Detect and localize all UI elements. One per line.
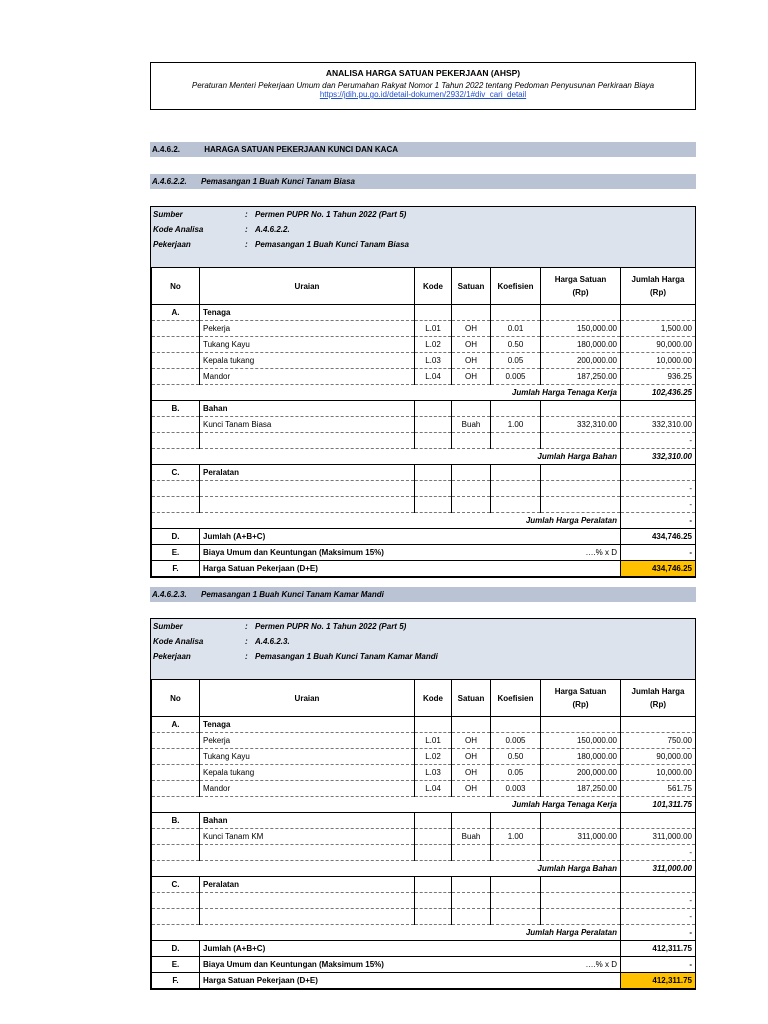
total-label: Biaya Umum dan Keuntungan (Maksimum 15%) bbox=[200, 957, 541, 973]
jumlah-harga-cell: 561.75 bbox=[621, 781, 696, 797]
pekerjaan-value: Pemasangan 1 Buah Kunci Tanam Kamar Mandi bbox=[255, 652, 438, 661]
table-row bbox=[152, 433, 696, 449]
total-row-d bbox=[152, 941, 696, 957]
subtotal-row-bahan bbox=[152, 861, 696, 877]
koefisien-cell: 0.003 bbox=[491, 781, 541, 797]
table-row bbox=[152, 749, 696, 765]
koefisien-cell: 1.00 bbox=[491, 829, 541, 845]
jumlah-harga-cell: - bbox=[621, 909, 696, 925]
group-row-tenaga bbox=[152, 717, 696, 733]
kode-cell: L.04 bbox=[415, 369, 452, 385]
document-title: ANALISA HARGA SATUAN PEKERJAAN (AHSP) bbox=[325, 68, 521, 78]
satuan-cell: OH bbox=[452, 749, 491, 765]
group-row-bahan bbox=[152, 401, 696, 417]
analysis-bar bbox=[150, 174, 696, 189]
satuan-cell: OH bbox=[452, 781, 491, 797]
jumlah-harga-cell: - bbox=[621, 497, 696, 513]
col-uraian: Uraian bbox=[200, 268, 415, 305]
group-letter: A. bbox=[152, 717, 200, 733]
koefisien-cell: 0.50 bbox=[491, 749, 541, 765]
colon: : bbox=[245, 225, 248, 234]
uraian-cell: Mandor bbox=[200, 781, 415, 797]
jumlah-harga-cell: 10,000.00 bbox=[621, 765, 696, 781]
col-no: No bbox=[152, 680, 200, 717]
total-letter: D. bbox=[152, 941, 200, 957]
koefisien-cell: 0.005 bbox=[491, 369, 541, 385]
uraian-cell: Kepala tukang bbox=[200, 353, 415, 369]
table-row bbox=[152, 321, 696, 337]
col-harga-satuan-label: Harga Satuan bbox=[554, 275, 607, 284]
pekerjaan-label: Pekerjaan bbox=[153, 652, 191, 661]
uraian-cell: Kunci Tanam Biasa bbox=[200, 417, 415, 433]
col-no: No bbox=[152, 268, 200, 305]
col-koefisien: Koefisien bbox=[491, 268, 541, 305]
jumlah-harga-cell: 750.00 bbox=[621, 733, 696, 749]
col-uraian: Uraian bbox=[200, 680, 415, 717]
group-letter: C. bbox=[152, 465, 200, 481]
table-row bbox=[152, 845, 696, 861]
harga-satuan-cell: 150,000.00 bbox=[541, 321, 621, 337]
ahsp-table bbox=[151, 267, 696, 577]
harga-satuan-cell: 187,250.00 bbox=[541, 369, 621, 385]
table-header-row bbox=[152, 268, 696, 305]
kode-analisa-value: A.4.6.2.2. bbox=[255, 225, 290, 234]
total-label: Jumlah (A+B+C) bbox=[200, 529, 621, 545]
group-letter: B. bbox=[152, 813, 200, 829]
no-cell bbox=[152, 733, 200, 749]
jumlah-harga-cell: - bbox=[621, 845, 696, 861]
total-letter: F. bbox=[152, 973, 200, 989]
col-harga-satuan-unit: (Rp) bbox=[572, 288, 589, 297]
table-row bbox=[152, 353, 696, 369]
table-row bbox=[152, 893, 696, 909]
harga-satuan-cell: 200,000.00 bbox=[541, 353, 621, 369]
total-value: - bbox=[621, 545, 696, 561]
col-jumlah-harga bbox=[621, 268, 696, 305]
group-row-peralatan bbox=[152, 877, 696, 893]
total-label: Biaya Umum dan Keuntungan (Maksimum 15%) bbox=[200, 545, 541, 561]
group-row-peralatan bbox=[152, 465, 696, 481]
no-cell bbox=[152, 765, 200, 781]
col-jumlah-harga-label: Jumlah Harga bbox=[631, 275, 685, 284]
table-row bbox=[152, 417, 696, 433]
pekerjaan-value: Pemasangan 1 Buah Kunci Tanam Biasa bbox=[255, 240, 409, 249]
table-row bbox=[152, 781, 696, 797]
jumlah-harga-cell: 90,000.00 bbox=[621, 749, 696, 765]
satuan-cell: OH bbox=[452, 369, 491, 385]
colon: : bbox=[245, 637, 248, 646]
col-harga-satuan bbox=[541, 268, 621, 305]
section-bar bbox=[150, 142, 696, 157]
section-title: HARAGA SATUAN PEKERJAAN KUNCI DAN KACA bbox=[204, 145, 399, 154]
jumlah-harga-cell: 10,000.00 bbox=[621, 353, 696, 369]
total-value: - bbox=[621, 957, 696, 973]
koefisien-cell: 0.05 bbox=[491, 353, 541, 369]
total-row-e bbox=[152, 545, 696, 561]
subtotal-row-tenaga bbox=[152, 797, 696, 813]
harga-satuan-cell: 180,000.00 bbox=[541, 749, 621, 765]
ahsp-table bbox=[151, 679, 696, 989]
analysis-bar bbox=[150, 587, 696, 602]
kode-cell: L.01 bbox=[415, 733, 452, 749]
colon: : bbox=[245, 240, 248, 249]
pekerjaan-label: Pekerjaan bbox=[153, 240, 191, 249]
subtotal-label: Jumlah Harga Peralatan bbox=[200, 925, 621, 941]
satuan-cell: OH bbox=[452, 765, 491, 781]
subtotal-value: - bbox=[621, 513, 696, 529]
grand-total-value: 412,311.75 bbox=[621, 973, 696, 989]
analysis-table-block bbox=[150, 618, 696, 990]
col-satuan: Satuan bbox=[452, 268, 491, 305]
colon: : bbox=[245, 622, 248, 631]
uraian-cell: Pekerja bbox=[200, 321, 415, 337]
satuan-cell: OH bbox=[452, 321, 491, 337]
satuan-cell: OH bbox=[452, 733, 491, 749]
formula-cell: ….% x D bbox=[541, 545, 621, 561]
colon: : bbox=[245, 652, 248, 661]
no-cell bbox=[152, 337, 200, 353]
koefisien-cell: 0.01 bbox=[491, 321, 541, 337]
col-koefisien: Koefisien bbox=[491, 680, 541, 717]
jumlah-harga-cell: 936.25 bbox=[621, 369, 696, 385]
uraian-cell: Tukang Kayu bbox=[200, 749, 415, 765]
table-row bbox=[152, 497, 696, 513]
no-cell bbox=[152, 321, 200, 337]
harga-satuan-cell: 150,000.00 bbox=[541, 733, 621, 749]
table-row bbox=[152, 733, 696, 749]
total-value: 412,311.75 bbox=[621, 941, 696, 957]
kode-cell: L.03 bbox=[415, 353, 452, 369]
subtotal-label: Jumlah Harga Bahan bbox=[200, 449, 621, 465]
kode-analisa-label: Kode Analisa bbox=[153, 225, 204, 234]
col-kode: Kode bbox=[415, 680, 452, 717]
kode-cell: L.02 bbox=[415, 337, 452, 353]
total-row-e bbox=[152, 957, 696, 973]
table-row bbox=[152, 829, 696, 845]
kode-cell: L.03 bbox=[415, 765, 452, 781]
koefisien-cell: 0.50 bbox=[491, 337, 541, 353]
analysis-code: A.4.6.2.3. bbox=[152, 590, 187, 599]
table-row bbox=[152, 337, 696, 353]
harga-satuan-cell: 180,000.00 bbox=[541, 337, 621, 353]
uraian-cell: Mandor bbox=[200, 369, 415, 385]
col-jumlah-harga bbox=[621, 680, 696, 717]
source-link[interactable]: https://jdih.pu.go.id/detail-dokumen/2932/1#div_cari_detail bbox=[319, 90, 527, 99]
group-row-bahan bbox=[152, 813, 696, 829]
kode-cell: L.01 bbox=[415, 321, 452, 337]
col-harga-satuan-unit: (Rp) bbox=[572, 700, 589, 709]
group-label: Tenaga bbox=[200, 717, 415, 733]
total-letter: E. bbox=[152, 957, 200, 973]
document-header bbox=[150, 62, 696, 110]
koefisien-cell: 0.05 bbox=[491, 765, 541, 781]
total-row-d bbox=[152, 529, 696, 545]
col-kode: Kode bbox=[415, 268, 452, 305]
harga-satuan-cell: 200,000.00 bbox=[541, 765, 621, 781]
table-row bbox=[152, 481, 696, 497]
jumlah-harga-cell: 311,000.00 bbox=[621, 829, 696, 845]
total-label: Harga Satuan Pekerjaan (D+E) bbox=[200, 973, 621, 989]
group-letter: C. bbox=[152, 877, 200, 893]
harga-satuan-cell: 187,250.00 bbox=[541, 781, 621, 797]
total-row-f bbox=[152, 973, 696, 989]
subtotal-row-peralatan bbox=[152, 513, 696, 529]
total-label: Harga Satuan Pekerjaan (D+E) bbox=[200, 561, 621, 577]
analysis-title: Pemasangan 1 Buah Kunci Tanam Kamar Mandi bbox=[201, 590, 384, 599]
no-cell bbox=[152, 781, 200, 797]
section-code: A.4.6.2. bbox=[152, 145, 181, 154]
col-jumlah-harga-label: Jumlah Harga bbox=[631, 687, 685, 696]
group-label: Bahan bbox=[200, 401, 415, 417]
analysis-title: Pemasangan 1 Buah Kunci Tanam Biasa bbox=[201, 177, 355, 186]
subtotal-row-tenaga bbox=[152, 385, 696, 401]
subtotal-value: 332,310.00 bbox=[621, 449, 696, 465]
grand-total-value: 434,746.25 bbox=[621, 561, 696, 577]
colon: : bbox=[245, 210, 248, 219]
harga-satuan-cell: 332,310.00 bbox=[541, 417, 621, 433]
total-letter: D. bbox=[152, 529, 200, 545]
uraian-cell: Pekerja bbox=[200, 733, 415, 749]
analysis-table-block bbox=[150, 206, 696, 578]
col-jumlah-harga-unit: (Rp) bbox=[650, 700, 666, 709]
jumlah-harga-cell: 90,000.00 bbox=[621, 337, 696, 353]
satuan-cell: OH bbox=[452, 353, 491, 369]
subtotal-row-bahan bbox=[152, 449, 696, 465]
koefisien-cell: 1.00 bbox=[491, 417, 541, 433]
group-label: Peralatan bbox=[200, 877, 415, 893]
uraian-cell: Kunci Tanam KM bbox=[200, 829, 415, 845]
jumlah-harga-cell: - bbox=[621, 893, 696, 909]
total-letter: F. bbox=[152, 561, 200, 577]
no-cell bbox=[152, 749, 200, 765]
subtotal-value: 102,436.25 bbox=[621, 385, 696, 401]
koefisien-cell: 0.005 bbox=[491, 733, 541, 749]
sumber-value: Permen PUPR No. 1 Tahun 2022 (Part 5) bbox=[255, 210, 407, 219]
kode-analisa-value: A.4.6.2.3. bbox=[255, 637, 290, 646]
jumlah-harga-cell: - bbox=[621, 433, 696, 449]
total-row-f bbox=[152, 561, 696, 577]
kode-cell: L.02 bbox=[415, 749, 452, 765]
sumber-value: Permen PUPR No. 1 Tahun 2022 (Part 5) bbox=[255, 622, 407, 631]
kode-analisa-label: Kode Analisa bbox=[153, 637, 204, 646]
uraian-cell: Kepala tukang bbox=[200, 765, 415, 781]
satuan-cell: Buah bbox=[452, 417, 491, 433]
subtotal-value: 311,000.00 bbox=[621, 861, 696, 877]
subtotal-label: Jumlah Harga Tenaga Kerja bbox=[200, 385, 621, 401]
col-harga-satuan-label: Harga Satuan bbox=[554, 687, 607, 696]
uraian-cell: Tukang Kayu bbox=[200, 337, 415, 353]
no-cell bbox=[152, 353, 200, 369]
analysis-info bbox=[151, 619, 695, 679]
table-header-row bbox=[152, 680, 696, 717]
document-subtitle: Peraturan Menteri Pekerjaan Umum dan Perumahan Rakyat Nomor 1 Tahun 2022 tentang Pedoman Penyusunan Perkiraan Biaya bbox=[191, 81, 655, 90]
total-label: Jumlah (A+B+C) bbox=[200, 941, 621, 957]
group-label: Tenaga bbox=[200, 305, 415, 321]
group-row-tenaga bbox=[152, 305, 696, 321]
subtotal-label: Jumlah Harga Bahan bbox=[200, 861, 621, 877]
jumlah-harga-cell: 1,500.00 bbox=[621, 321, 696, 337]
total-value: 434,746.25 bbox=[621, 529, 696, 545]
sumber-label: Sumber bbox=[153, 622, 183, 631]
subtotal-label: Jumlah Harga Tenaga Kerja bbox=[200, 797, 621, 813]
satuan-cell: Buah bbox=[452, 829, 491, 845]
col-harga-satuan bbox=[541, 680, 621, 717]
sumber-label: Sumber bbox=[153, 210, 183, 219]
group-letter: B. bbox=[152, 401, 200, 417]
group-label: Peralatan bbox=[200, 465, 415, 481]
subtotal-label: Jumlah Harga Peralatan bbox=[200, 513, 621, 529]
group-letter: A. bbox=[152, 305, 200, 321]
jumlah-harga-cell: 332,310.00 bbox=[621, 417, 696, 433]
table-row bbox=[152, 369, 696, 385]
group-label: Bahan bbox=[200, 813, 415, 829]
analysis-code: A.4.6.2.2. bbox=[152, 177, 187, 186]
formula-cell: ….% x D bbox=[541, 957, 621, 973]
total-letter: E. bbox=[152, 545, 200, 561]
analysis-info bbox=[151, 207, 695, 267]
table-row bbox=[152, 909, 696, 925]
subtotal-value: 101,311.75 bbox=[621, 797, 696, 813]
harga-satuan-cell: 311,000.00 bbox=[541, 829, 621, 845]
jumlah-harga-cell: - bbox=[621, 481, 696, 497]
subtotal-value: - bbox=[621, 925, 696, 941]
col-jumlah-harga-unit: (Rp) bbox=[650, 288, 666, 297]
subtotal-row-peralatan bbox=[152, 925, 696, 941]
satuan-cell: OH bbox=[452, 337, 491, 353]
kode-cell: L.04 bbox=[415, 781, 452, 797]
col-satuan: Satuan bbox=[452, 680, 491, 717]
table-row bbox=[152, 765, 696, 781]
no-cell bbox=[152, 369, 200, 385]
